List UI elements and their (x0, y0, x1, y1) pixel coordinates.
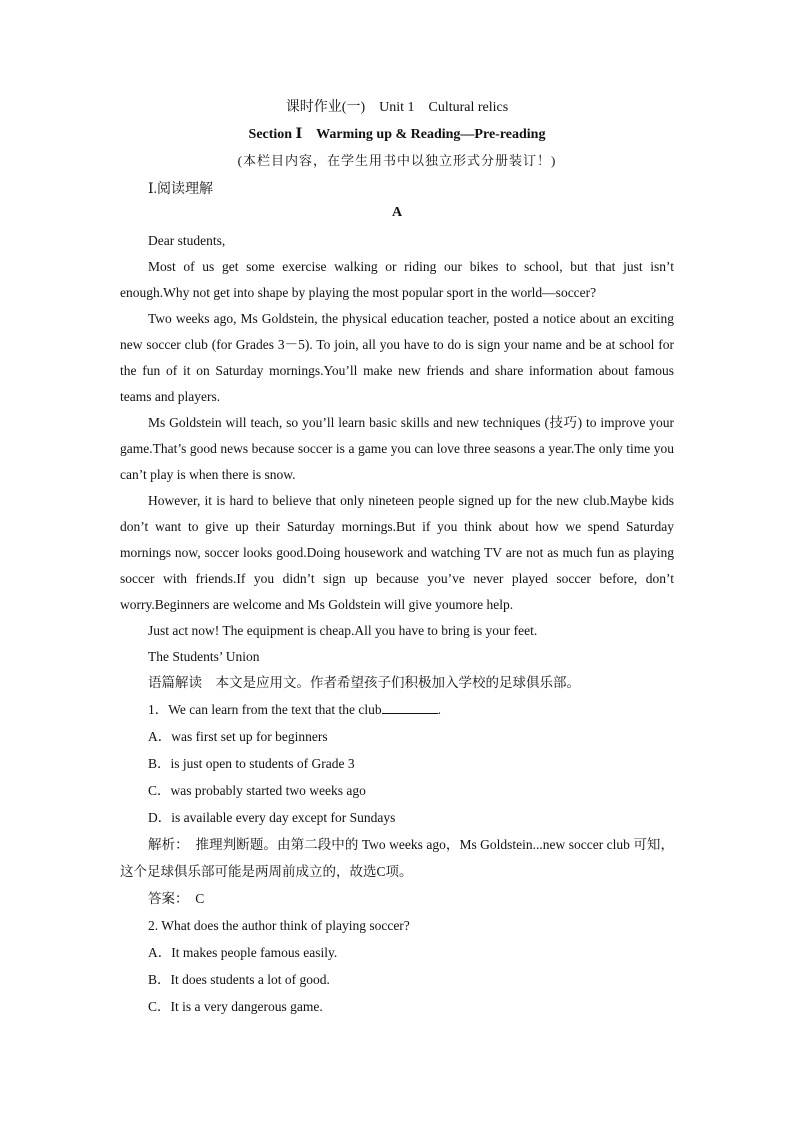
letter-signature: The Students’ Union (148, 649, 260, 664)
paragraph-4: However, it is hard to believe that only nineteen people signed up for the new club.Maybe kids don’t want to give up their Saturday mornings.But if you think about how we spend Saturday mornings now, soccer looks good.Doing housework and watching TV are not as much fun as playing soccer with friends.If you didn’t sign up because you’ve never played soccer before, don’t worry.Beginners are welcome and Ms Goldstein will give youmore help. (120, 493, 674, 612)
letter-greeting: Dear students, (148, 233, 226, 248)
question-1-end: . (437, 702, 441, 717)
paragraph-2: Two weeks ago, Ms Goldstein, the physical education teacher, posted a notice about an exciting new soccer club (for Grades 3－5). To join, all you have to do is sign your name and be at school for the fun of it on Saturday mornings.You’ll make new friends and share information about famous teams and players. (120, 311, 674, 404)
question-1-option-d: D．is available every day except for Sundays (148, 810, 396, 825)
question-2-stem: 2. What does the author think of playing soccer? (148, 918, 410, 933)
question-2-option-b: B．It does students a lot of good. (148, 972, 330, 987)
paragraph-1: Most of us get some exercise walking or riding our bikes to school, but that just isn’t enough.Why not get into shape by playing the most popular sport in the world—soccer? (120, 259, 674, 300)
question-1-text: 1．We can learn from the text that the club (148, 702, 382, 717)
question-2-option-a: A．It makes people famous easily. (148, 945, 338, 960)
page-title: 课时作业(一) Unit 1 Cultural relics (285, 100, 509, 115)
document-body (120, 228, 674, 1020)
answer-blank (382, 701, 438, 714)
question-1-option-b: B．is just open to students of Grade 3 (148, 756, 355, 771)
passage-label: A (391, 205, 403, 220)
paragraph-5: Just act now! The equipment is cheap.All you have to bring is your feet. (148, 623, 538, 638)
binding-note: (本栏目内容，在学生用书中以独立形式分册装订！) (237, 153, 557, 168)
passage-analysis: 语篇解读 本文是应用文。作者希望孩子们积极加入学校的足球俱乐部。 (148, 675, 580, 690)
part-heading: Ⅰ.阅读理解 (148, 182, 214, 197)
question-1-explanation: 解析： 推理判断题。由第二段中的 Two weeks ago，Ms Goldstein...new soccer club 可知，这个足球俱乐部可能是两周前成立的，故选C项。 (120, 837, 674, 879)
question-1-option-c: C．was probably started two weeks ago (148, 783, 366, 798)
question-2-option-c: C．It is a very dangerous game. (148, 999, 323, 1014)
paragraph-3: Ms Goldstein will teach, so you’ll learn basic skills and new techniques (技巧) to improve your game.That’s good news because soccer is a game you can love three seasons a year.The only time you can’t play is when there is snow. (120, 415, 674, 482)
question-1-option-a: A．was first set up for beginners (148, 729, 328, 744)
question-1-stem (120, 696, 674, 723)
question-1-answer: 答案： C (148, 891, 205, 906)
section-title: Section Ⅰ Warming up & Reading—Pre-reading (248, 127, 546, 142)
